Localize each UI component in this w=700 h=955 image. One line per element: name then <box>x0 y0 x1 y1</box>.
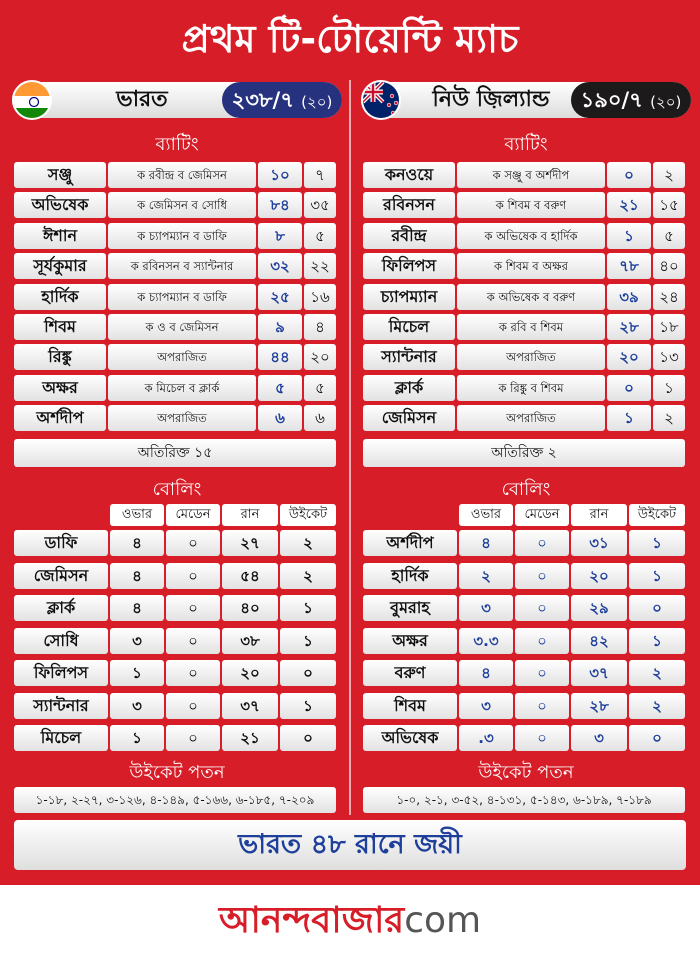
bowler-wickets: ১ <box>629 628 685 654</box>
bowler-name: ক্লার্ক <box>14 595 108 621</box>
bowler-overs: ৩ <box>459 693 513 719</box>
bowling-header-row <box>14 504 336 526</box>
batsman-runs: ১ <box>607 405 651 431</box>
bowler-overs: ৩ <box>110 693 164 719</box>
bowling-row <box>14 628 336 654</box>
india-fall-of-wickets: ১-১৮, ২-২৭, ৩-১২৬, ৪-১৪৯, ৫-১৬৬, ৬-১৮৫, ৭-২০৯ <box>14 787 336 813</box>
batting-row <box>14 344 336 370</box>
bowler-maidens: ০ <box>166 628 220 654</box>
batting-row <box>363 223 685 249</box>
batting-row <box>14 284 336 310</box>
dismissal-text: ক রিঙ্কু ব শিবম <box>457 375 605 401</box>
bowler-overs: ৪ <box>459 530 513 556</box>
page-title: প্রথম টি-টোয়েন্টি ম্যাচ <box>181 17 519 61</box>
bowler-runs: ২৯ <box>571 595 627 621</box>
batsman-name: কনওয়ে <box>363 162 455 188</box>
batsman-balls: ১৫ <box>653 192 685 218</box>
bowling-row <box>14 725 336 751</box>
bowler-overs: ১ <box>110 660 164 686</box>
batsman-name: রবিনসন <box>363 192 455 218</box>
bowler-maidens: ০ <box>515 563 569 589</box>
batting-row <box>363 192 685 218</box>
bowling-row <box>14 595 336 621</box>
bowler-wickets: ২ <box>629 693 685 719</box>
batsman-runs: ২৮ <box>607 314 651 340</box>
bowler-runs: ২৮ <box>571 693 627 719</box>
bowling-header-cell: ওভার <box>110 504 164 526</box>
batsman-name: চ্যাপম্যান <box>363 284 455 310</box>
bowler-maidens: ০ <box>166 563 220 589</box>
batsman-runs: ২১ <box>607 192 651 218</box>
bowler-name: বুমরাহ <box>363 595 457 621</box>
bowling-header-cell: ওভার <box>459 504 513 526</box>
dismissal-text: ক সঞ্জু ব অর্শদীপ <box>457 162 605 188</box>
bowling-row <box>363 530 685 556</box>
india-batting-label: ব্যাটিং <box>155 134 199 155</box>
nz-fall-of-wickets: ১-০, ২-১, ৩-৫২, ৪-১৩১, ৫-১৪৩, ৬-১৮৯, ৭-১৮৯ <box>363 787 685 813</box>
bowler-wickets: ২ <box>280 530 336 556</box>
bowler-runs: ২৭ <box>222 530 278 556</box>
bowling-row <box>363 563 685 589</box>
batting-row <box>14 192 336 218</box>
bowling-header-cell: রান <box>222 504 278 526</box>
bowler-name: শিবম <box>363 693 457 719</box>
india-bowling-label: বোলিং <box>501 479 551 500</box>
batsman-runs: ০ <box>607 375 651 401</box>
dismissal-text: অপরাজিত <box>457 405 605 431</box>
nz-team-name: নিউ জ়িল্যান্ড <box>432 87 550 112</box>
batsman-runs: ১ <box>607 223 651 249</box>
bowling-header-cell: মেডেন <box>166 504 220 526</box>
batsman-name: ফিলিপস <box>363 253 455 279</box>
bowler-maidens: ০ <box>515 660 569 686</box>
bowler-runs: ২০ <box>571 563 627 589</box>
bowler-name: মিচেল <box>14 725 108 751</box>
batting-row <box>14 375 336 401</box>
bowler-wickets: ২ <box>629 660 685 686</box>
bowler-overs: ৩ <box>110 628 164 654</box>
batting-row <box>14 405 336 431</box>
dismissal-text: অপরাজিত <box>108 344 256 370</box>
dismissal-text: অপরাজিত <box>457 344 605 370</box>
batsman-name: শিবম <box>14 314 106 340</box>
batsman-balls: ৫ <box>304 375 336 401</box>
bowler-runs: ৩ <box>571 725 627 751</box>
batsman-balls: ৪০ <box>653 253 685 279</box>
batting-row <box>363 253 685 279</box>
india-total-score: ২৩৮/৭ (২০) <box>222 82 342 118</box>
bowling-header-cell: মেডেন <box>515 504 569 526</box>
batsman-runs: ১০ <box>258 162 302 188</box>
batsman-name: জেমিসন <box>363 405 455 431</box>
bowler-overs: ১ <box>110 725 164 751</box>
bowler-wickets: ১ <box>280 628 336 654</box>
batsman-name: অর্শদীপ <box>14 405 106 431</box>
bowler-runs: ২১ <box>222 725 278 751</box>
bowler-name: অর্শদীপ <box>363 530 457 556</box>
bowler-wickets: ১ <box>280 693 336 719</box>
bowler-name: ফিলিপস <box>14 660 108 686</box>
bowling-header-cell: রান <box>571 504 627 526</box>
batting-row <box>363 405 685 431</box>
bowling-header-row <box>363 504 685 526</box>
bowler-name: জেমিসন <box>14 563 108 589</box>
bowler-overs: ৪ <box>110 595 164 621</box>
bowler-runs: ৩৭ <box>222 693 278 719</box>
new-zealand-flag-icon <box>361 80 401 120</box>
bowler-wickets: ২ <box>280 563 336 589</box>
batsman-runs: ৫ <box>258 375 302 401</box>
bowling-row <box>14 530 336 556</box>
bowler-wickets: ১ <box>280 595 336 621</box>
batsman-runs: ৬ <box>258 405 302 431</box>
batsman-balls: ১৬ <box>304 284 336 310</box>
batsman-name: ঈশান <box>14 223 106 249</box>
bowler-overs: ৪ <box>110 530 164 556</box>
bowler-maidens: ০ <box>166 660 220 686</box>
bowling-row <box>363 725 685 751</box>
dismissal-text: ক রবীন্দ্র ব জেমিসন <box>108 162 256 188</box>
dismissal-text: ক চ্যাপম্যান ব ডাফি <box>108 284 256 310</box>
bowler-wickets: ০ <box>629 725 685 751</box>
bowler-wickets: ০ <box>280 725 336 751</box>
dismissal-text: ক চ্যাপম্যান ব ডাফি <box>108 223 256 249</box>
bowler-name: বরুণ <box>363 660 457 686</box>
batsman-balls: ১৩ <box>653 344 685 370</box>
batsman-balls: ২২ <box>304 253 336 279</box>
batting-row <box>363 314 685 340</box>
bowling-row <box>14 693 336 719</box>
batsman-name: সূর্যকুমার <box>14 253 106 279</box>
batsman-balls: ৪ <box>304 314 336 340</box>
batsman-name: স্যান্টনার <box>363 344 455 370</box>
bowler-runs: ৫৪ <box>222 563 278 589</box>
batsman-runs: ৪৪ <box>258 344 302 370</box>
bowler-maidens: ০ <box>166 693 220 719</box>
nz-team-header <box>361 80 691 120</box>
bowler-overs: ৪ <box>459 660 513 686</box>
batting-row <box>14 162 336 188</box>
batting-row <box>363 162 685 188</box>
dismissal-text: ক শিবম ব অক্ষর <box>457 253 605 279</box>
bowler-wickets: ১ <box>629 530 685 556</box>
dismissal-text: ক রবি ব শিবম <box>457 314 605 340</box>
batsman-balls: ২০ <box>304 344 336 370</box>
batsman-name: মিচেল <box>363 314 455 340</box>
batsman-balls: ১৮ <box>653 314 685 340</box>
bowler-name: সোধি <box>14 628 108 654</box>
dismissal-text: ক রবিনসন ব স্যান্টনার <box>108 253 256 279</box>
bowler-maidens: ০ <box>515 628 569 654</box>
nz-total-score: ১৯০/৭ (২০) <box>571 82 691 118</box>
india-extras: অতিরিক্ত ১৫ <box>14 439 336 467</box>
bowler-maidens: ০ <box>515 595 569 621</box>
bowler-name: স্যান্টনার <box>14 693 108 719</box>
bowling-row <box>14 563 336 589</box>
india-flag-icon <box>12 80 52 120</box>
batsman-balls: ৬ <box>304 405 336 431</box>
dismissal-text: ক শিবম ব বরুণ <box>457 192 605 218</box>
india-team-header <box>12 80 342 120</box>
bowler-overs: ২ <box>459 563 513 589</box>
batting-row <box>14 314 336 340</box>
batsman-runs: ৮ <box>258 223 302 249</box>
bowling-row <box>363 660 685 686</box>
bowler-maidens: ০ <box>166 530 220 556</box>
batsman-runs: ৯ <box>258 314 302 340</box>
bowler-wickets: ০ <box>280 660 336 686</box>
batsman-name: রবীন্দ্র <box>363 223 455 249</box>
bowler-name: অভিষেক <box>363 725 457 751</box>
batsman-name: সঞ্জু <box>14 162 106 188</box>
bowler-maidens: ০ <box>166 595 220 621</box>
batsman-runs: ৩২ <box>258 253 302 279</box>
dismissal-text: অপরাজিত <box>108 405 256 431</box>
bowler-maidens: ০ <box>515 530 569 556</box>
batsman-balls: ৭ <box>304 162 336 188</box>
dismissal-text: ক ও ব জেমিসন <box>108 314 256 340</box>
bowling-row <box>14 660 336 686</box>
batting-row <box>363 375 685 401</box>
bowler-maidens: ০ <box>166 725 220 751</box>
bowling-row <box>363 628 685 654</box>
dismissal-text: ক জেমিসন ব সোধি <box>108 192 256 218</box>
bowler-maidens: ০ <box>515 693 569 719</box>
bowler-name: অক্ষর <box>363 628 457 654</box>
bowler-overs: ৩.৩ <box>459 628 513 654</box>
brand-logo: আনন্দবাজারcom <box>218 900 482 941</box>
batting-row <box>363 344 685 370</box>
column-divider <box>349 80 351 815</box>
batsman-balls: ৩৫ <box>304 192 336 218</box>
bowler-runs: ৩৮ <box>222 628 278 654</box>
nz-fow-label: উইকেট পতন <box>478 762 574 783</box>
batting-row <box>363 284 685 310</box>
batsman-runs: ৩৯ <box>607 284 651 310</box>
bowler-name: ডাফি <box>14 530 108 556</box>
nz-bowling-label: বোলিং <box>152 479 202 500</box>
match-result: ভারত ৪৮ রানে জয়ী <box>14 820 686 870</box>
batsman-runs: ২৫ <box>258 284 302 310</box>
nz-batting-label: ব্যাটিং <box>504 134 548 155</box>
bowling-header-cell: উইকেট <box>629 504 685 526</box>
bowler-runs: ৪২ <box>571 628 627 654</box>
batsman-balls: ৫ <box>653 223 685 249</box>
batsman-balls: ২ <box>653 405 685 431</box>
dismissal-text: ক অভিষেক ব হার্দিক <box>457 223 605 249</box>
batsman-balls: ২ <box>653 162 685 188</box>
batsman-name: রিঙ্কু <box>14 344 106 370</box>
dismissal-text: ক মিচেল ব ক্লার্ক <box>108 375 256 401</box>
bowler-overs: .৩ <box>459 725 513 751</box>
bowler-wickets: ১ <box>629 563 685 589</box>
batsman-name: ক্লার্ক <box>363 375 455 401</box>
bowler-name: হার্দিক <box>363 563 457 589</box>
bowler-runs: ৪০ <box>222 595 278 621</box>
bowler-overs: ৪ <box>110 563 164 589</box>
bowler-runs: ২০ <box>222 660 278 686</box>
batsman-name: হার্দিক <box>14 284 106 310</box>
bowling-header-cell: উইকেট <box>280 504 336 526</box>
batsman-balls: ৫ <box>304 223 336 249</box>
batsman-runs: ৭৮ <box>607 253 651 279</box>
bowler-wickets: ০ <box>629 595 685 621</box>
india-team-name: ভারত <box>116 87 168 112</box>
batsman-name: অভিষেক <box>14 192 106 218</box>
bowling-row <box>363 595 685 621</box>
bowler-runs: ৩৭ <box>571 660 627 686</box>
batting-row <box>14 253 336 279</box>
nz-extras: অতিরিক্ত ২ <box>363 439 685 467</box>
batsman-balls: ২৪ <box>653 284 685 310</box>
batting-row <box>14 223 336 249</box>
batsman-runs: ৮৪ <box>258 192 302 218</box>
batsman-runs: ০ <box>607 162 651 188</box>
india-fow-label: উইকেট পতন <box>129 762 225 783</box>
batsman-runs: ২০ <box>607 344 651 370</box>
bowler-maidens: ০ <box>515 725 569 751</box>
batsman-balls: ১ <box>653 375 685 401</box>
bowler-runs: ৩১ <box>571 530 627 556</box>
batsman-name: অক্ষর <box>14 375 106 401</box>
dismissal-text: ক অভিষেক ব বরুণ <box>457 284 605 310</box>
bowler-overs: ৩ <box>459 595 513 621</box>
bowling-row <box>363 693 685 719</box>
